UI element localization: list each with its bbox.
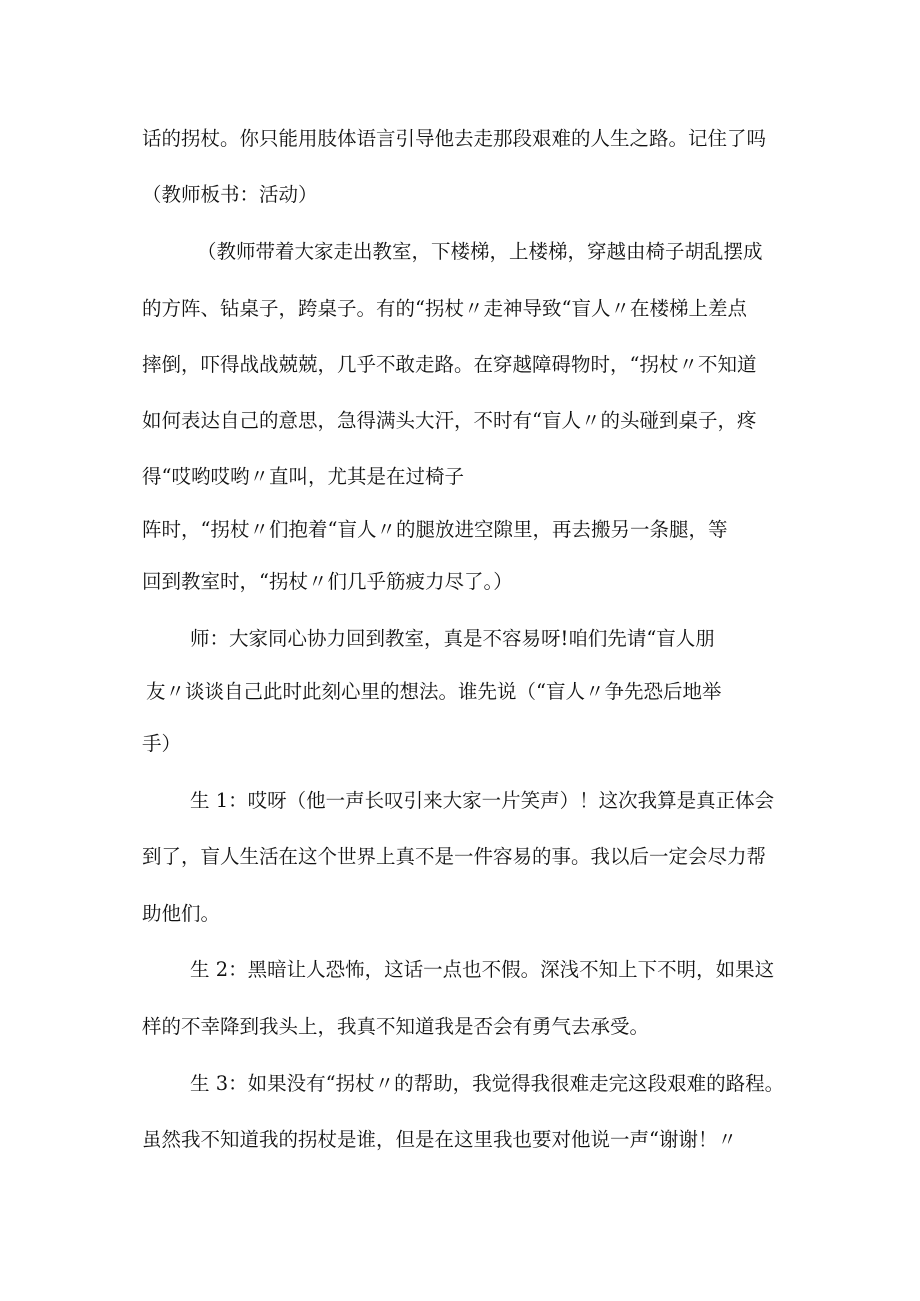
text-line: 的方阵、钻桌子，跨桌子。有的“拐杖〃走神导致“盲人〃在楼梯上差点 [142,297,747,320]
text-line: 虽然我不知道我的拐杖是谁，但是在这里我也要对他说一声“谢谢！〃 [142,1128,737,1151]
text-line: （教师带着大家走出教室，下楼梯，上楼梯，穿越由椅子胡乱摆成 [197,240,763,263]
text-line: 助他们。 [142,902,221,925]
text-line: 如何表达自己的意思，急得满头大汗，不时有“盲人〃的头碰到桌子，疼 [142,409,757,432]
text-line: 师：大家同心协力回到教室，真是不容易呀!咱们先请“盲人朋 [190,627,715,650]
text-line: 话的拐杖。你只能用肢体语言引导他去走那段艰难的人生之路。记住了吗 [142,127,767,150]
text-line: 阵时，“拐杖〃们抱着“盲人〃的腿放进空隙里，再去搬另一条腿，等 [142,518,728,541]
text-line: 生 3：如果没有“拐杖〃的帮助，我觉得我很难走完这段艰难的路程。 [190,1072,785,1095]
text-line: 生 1：哎呀（他一声长叹引来大家一片笑声）！这次我算是真正体会 [190,789,775,812]
text-line: 手） [142,732,182,755]
text-line: （教师板书：活动） [142,183,318,206]
text-line: 摔倒，吓得战战兢兢，几乎不敢走路。在穿越障碍物时，“拐杖〃不知道 [142,353,757,376]
text-line: 得“哎哟哎哟〃直叫，尤其是在过椅子 [142,465,464,488]
text-line: 到了，盲人生活在这个世界上真不是一件容易的事。我以后一定会尽力帮 [142,845,767,868]
text-line: 生 2：黑暗让人恐怖，这话一点也不假。深浅不知上下不明，如果这 [190,958,775,981]
text-line: 回到教室时，“拐杖〃们几乎筋疲力尽了。） [142,570,513,593]
text-line: 样的不幸降到我头上，我真不知道我是否会有勇气去承受。 [142,1015,650,1038]
text-line: 友〃谈谈自己此时此刻心里的想法。谁先说（“盲人〃争先恐后地举 [146,680,722,703]
